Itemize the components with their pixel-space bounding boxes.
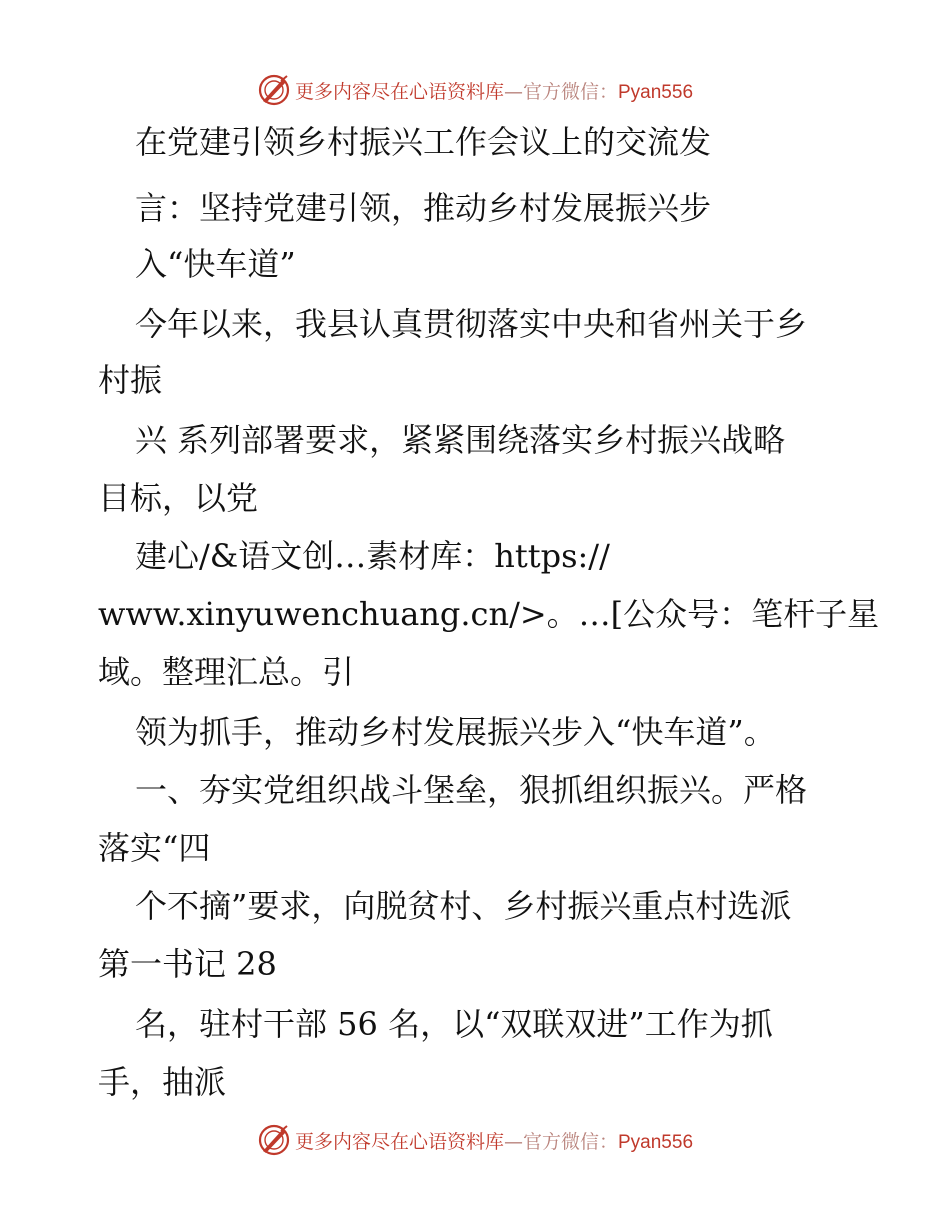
title-line-1: 在党建引领乡村振兴工作会议上的交流发	[135, 123, 712, 161]
paragraph-line: 一、夯实党组织战斗堡垒，狠抓组织振兴。严格	[135, 771, 808, 809]
paragraph-line: 个不摘”要求，向脱贫村、乡村振兴重点村选派	[135, 887, 792, 925]
quill-pen-logo-icon	[257, 73, 291, 107]
banner-main-text: 更多内容尽在心语资料库	[294, 1130, 504, 1153]
paragraph-line: 域。整理汇总。引	[98, 653, 355, 691]
paragraph-line: 建心/&语文创…素材库：https://	[135, 537, 610, 575]
paragraph-line: 村振	[98, 361, 163, 399]
paragraph-line: 目标，以党	[98, 479, 259, 517]
banner-tail-text: 官方微信：	[522, 1130, 618, 1153]
paragraph-line: 落实“四	[98, 829, 211, 867]
paragraph-line: 领为抓手，推动乡村发展振兴步入“快车道”。	[135, 713, 776, 751]
banner-wechat-id: Pyan556	[618, 81, 694, 103]
banner-wechat-id: Pyan556	[618, 1131, 694, 1153]
banner-dash: —	[503, 80, 523, 103]
paragraph-line: 第一书记 28	[98, 945, 277, 983]
paragraph-line: 今年以来，我县认真贯彻落实中央和省州关于乡	[135, 305, 808, 343]
footer-banner	[0, 1120, 950, 1160]
banner-text	[295, 1127, 693, 1154]
quill-pen-logo-icon	[257, 1123, 291, 1157]
banner-text	[295, 77, 693, 104]
paragraph-line: 名，驻村干部 56 名，以“双联双进”工作为抓	[135, 1005, 773, 1043]
paragraph-line: www.xinyuwenchuang.cn/>。…[公众号：笔杆子星	[98, 595, 880, 633]
banner-main-text: 更多内容尽在心语资料库	[294, 80, 504, 103]
title-line-3: 入“快车道”	[135, 245, 296, 283]
paragraph-line: 手，抽派	[98, 1063, 227, 1101]
banner-tail-text: 官方微信：	[522, 80, 618, 103]
paragraph-line: 兴 系列部署要求，紧紧围绕落实乡村振兴战略	[135, 421, 786, 459]
title-line-2: 言：坚持党建引领，推动乡村发展振兴步	[135, 189, 712, 227]
header-banner	[0, 70, 950, 110]
banner-dash: —	[503, 1130, 523, 1153]
